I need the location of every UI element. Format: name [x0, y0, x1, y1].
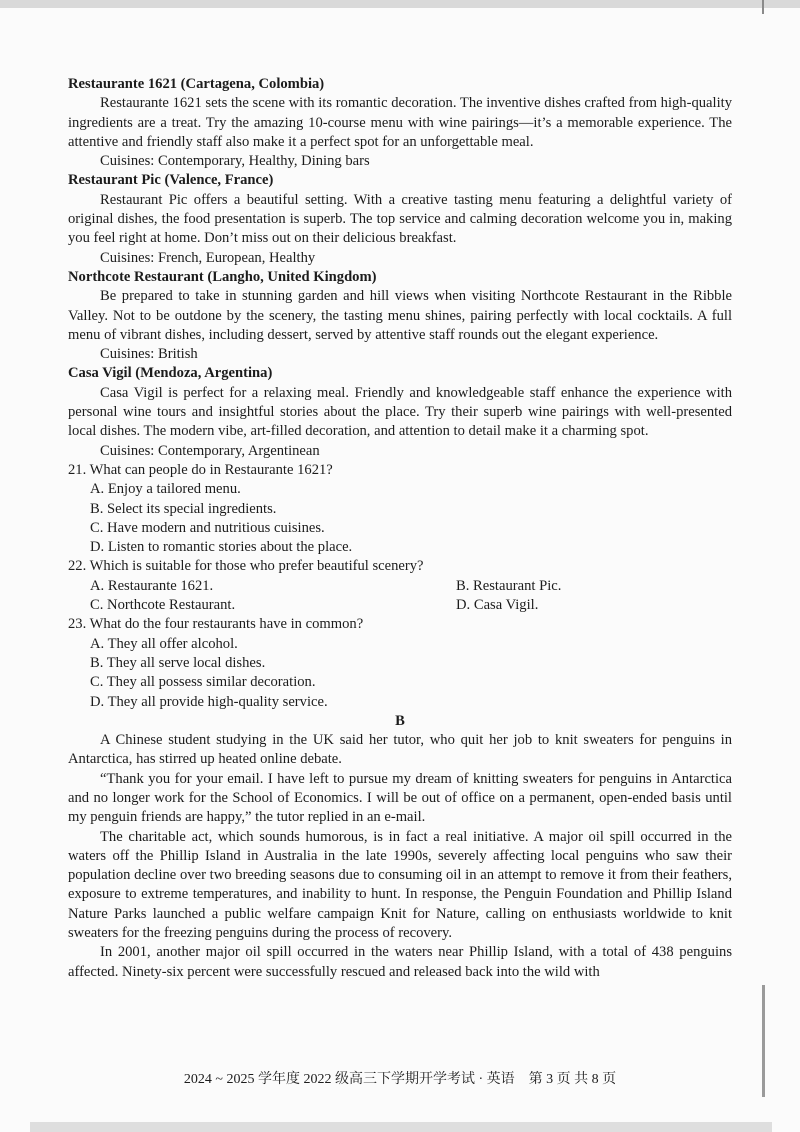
option-row — [68, 577, 732, 596]
question-option: C. Northcote Restaurant. — [90, 597, 236, 614]
restaurant-title: Casa Vigil (Mendoza, Argentina) — [68, 365, 273, 382]
question-option: D. Casa Vigil. — [456, 597, 539, 614]
passage-paragraph: The charitable act, which sounds humorous, is in fact a real initiative. A major oil spill occurred in the waters off the Phillip Island in Australia in the late 1990s, severely affecting local penguins who saw their population decline over two breeding seasons due to consuming oil in an attempt to remove it from their feathers, exposure to extreme temperatures, and inability to hunt. In response, the Penguin Foundation and Phillip Island Nature Parks launched a public welfare campaign Knit for Nature, calling on enthusiasts worldwide to knit sweaters for the freezing penguins during the process of recovery. — [68, 828, 732, 942]
restaurant-cuisines: Cuisines: British — [100, 346, 198, 363]
question-option: A. They all offer alcohol. — [90, 635, 238, 652]
page-footer: 2024 ~ 2025 学年度 2022 级高三下学期开学考试 · 英语 第 3 页 共 8 页 — [183, 1072, 617, 1087]
restaurant-title: Restaurant Pic (Valence, France) — [68, 172, 274, 189]
question-option: A. Restaurante 1621. — [90, 577, 214, 594]
restaurant-title: Northcote Restaurant (Langho, United Kingdom) — [68, 268, 377, 285]
question-21-stem: 21. What can people do in Restaurante 1621? — [68, 461, 333, 478]
question-option: D. They all provide high-quality service. — [90, 693, 328, 710]
top-scan-edge — [0, 0, 800, 8]
bottom-scan-edge — [30, 1122, 772, 1132]
restaurant-cuisines: Cuisines: Contemporary, Argentinean — [100, 442, 320, 459]
question-option: B. Select its special ingredients. — [90, 500, 277, 517]
question-option: B. Restaurant Pic. — [456, 577, 562, 594]
restaurant-title: Restaurante 1621 (Cartagena, Colombia) — [68, 76, 325, 92]
question-23-stem: 23. What do the four restaurants have in common? — [68, 616, 364, 633]
question-option: C. Have modern and nutritious cuisines. — [90, 519, 325, 536]
passage-paragraph: In 2001, another major oil spill occurred in the waters near Phillip Island, with a total of 438 penguins affected. Ninety-six percent were successfully rescued and released back into the wild with — [68, 944, 732, 980]
section-b-heading: B — [395, 712, 405, 729]
option-row — [68, 596, 732, 615]
passage-paragraph: “Thank you for your email. I have left to pursue my dream of knitting sweaters for penguins in Antarctica and no longer work for the School of Economics. I will be out of office on a permanent, open-ended basis until my penguin friends are happy,” the tutor replied in an e-mail. — [68, 770, 732, 826]
restaurant-description: Casa Vigil is perfect for a relaxing meal. Friendly and knowledgeable staff enhance the experience with personal wine tours and insightful stories about the place. Try their superb wine pairings with well-presented local dishes. The modern vibe, art-filled decoration, and attention to detail make it a charming spot. — [68, 384, 732, 440]
document-page — [68, 75, 732, 982]
restaurant-description: Restaurante 1621 sets the scene with its romantic decoration. The inventive dishes crafted from high-quality ingredients are a treat. Try the amazing 10-course menu with wine pairings—it’s a memorable experience. The attentive and friendly staff also make it a perfect spot for an unforgettable meal. — [68, 95, 732, 150]
restaurant-cuisines: Cuisines: French, European, Healthy — [100, 249, 316, 266]
top-edge-tick — [762, 0, 764, 14]
question-option: C. They all possess similar decoration. — [90, 674, 316, 691]
question-22-stem: 22. Which is suitable for those who prefer beautiful scenery? — [68, 558, 424, 575]
restaurant-description: Be prepared to take in stunning garden and hill views when visiting Northcote Restaurant in the Ribble Valley. Not to be outdone by the scenery, the tasting menu shines, pairing perfectly with local cocktails. A full menu of vibrant dishes, including dessert, served by attentive staff rounds out the elegant experience. — [68, 288, 732, 343]
restaurant-cuisines: Cuisines: Contemporary, Healthy, Dining bars — [100, 153, 370, 170]
question-option: B. They all serve local dishes. — [90, 654, 266, 671]
passage-paragraph: A Chinese student studying in the UK said her tutor, who quit her job to knit sweaters for penguins in Antarctica, has stirred up heated online debate. — [68, 732, 732, 768]
question-option: A. Enjoy a tailored menu. — [90, 481, 241, 498]
question-option: D. Listen to romantic stories about the place. — [90, 539, 353, 556]
restaurant-description: Restaurant Pic offers a beautiful setting. With a creative tasting menu featuring a delightful variety of original dishes, the food presentation is superb. The top service and calming decoration welcome you in, making you feel right at home. Don’t miss out on their delicious breakfast. — [68, 191, 732, 247]
